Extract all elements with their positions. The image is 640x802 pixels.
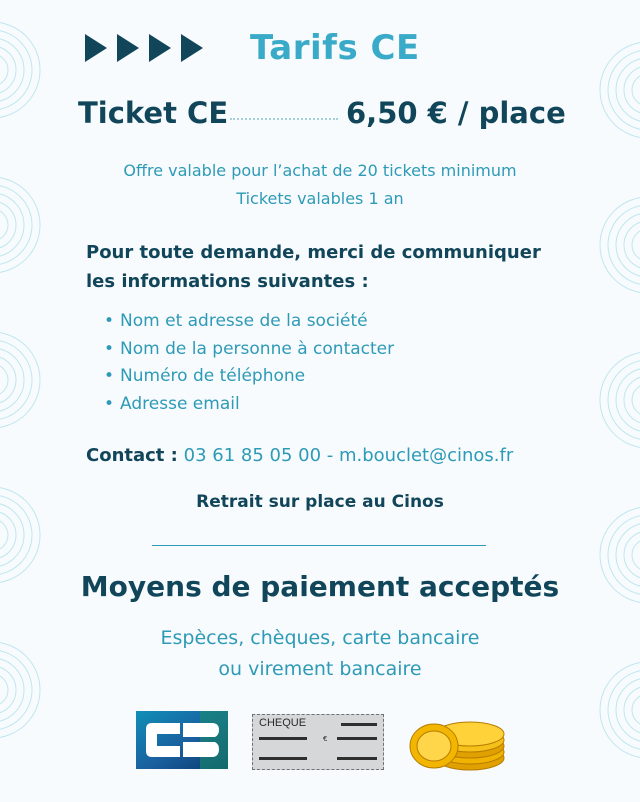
contact-label: Contact : [86,445,178,466]
required-info-list [104,308,394,418]
list-item: • Numéro de téléphone [104,363,394,391]
euro-sign: € [323,735,328,743]
triangle-right-icon [85,34,107,62]
cheque-line [337,757,377,760]
ticket-label: Ticket CE [78,96,229,130]
payment-methods-line-2: ou virement bancaire [218,658,422,680]
cheque-line [259,757,307,760]
dotted-leader [230,118,338,120]
cheque-icon [252,714,384,770]
cheque-label: CHEQUE [259,717,307,729]
ticket-price-row [78,96,568,136]
triangle-right-icon [181,34,203,62]
list-item: • Nom et adresse de la société [104,308,394,336]
request-heading-line-1: Pour toute demande, merci de communiquer [86,242,541,263]
section-divider [152,545,486,546]
payment-methods [0,623,640,685]
contact-line [86,443,513,469]
contact-details: 03 61 85 05 00 - m.bouclet@cinos.fr [183,445,514,466]
offer-validity: Tickets valables 1 an [236,189,404,208]
cheque-line [259,737,307,740]
arrow-group [85,34,203,62]
payment-methods-line-1: Espèces, chèques, carte bancaire [160,627,480,649]
offer-terms [0,157,640,213]
cheque-line [337,737,377,740]
cheque-line [341,723,377,726]
list-item: • Adresse email [104,391,394,419]
request-heading [86,238,576,296]
ticket-price: 6,50 € / place [346,96,566,130]
header [85,28,555,68]
pickup-note: Retrait sur place au Cinos [196,492,444,512]
list-item: • Nom de la personne à contacter [104,336,394,364]
page-title: Tarifs CE [250,28,420,68]
triangle-right-icon [117,34,139,62]
coins-icon [404,710,508,774]
payment-title: Moyens de paiement acceptés [80,570,560,603]
request-heading-line-2: les informations suivantes : [86,271,369,292]
cb-card-icon [136,711,228,769]
triangle-right-icon [149,34,171,62]
offer-minimum: Offre valable pour l’achat de 20 tickets minimum [123,161,517,180]
